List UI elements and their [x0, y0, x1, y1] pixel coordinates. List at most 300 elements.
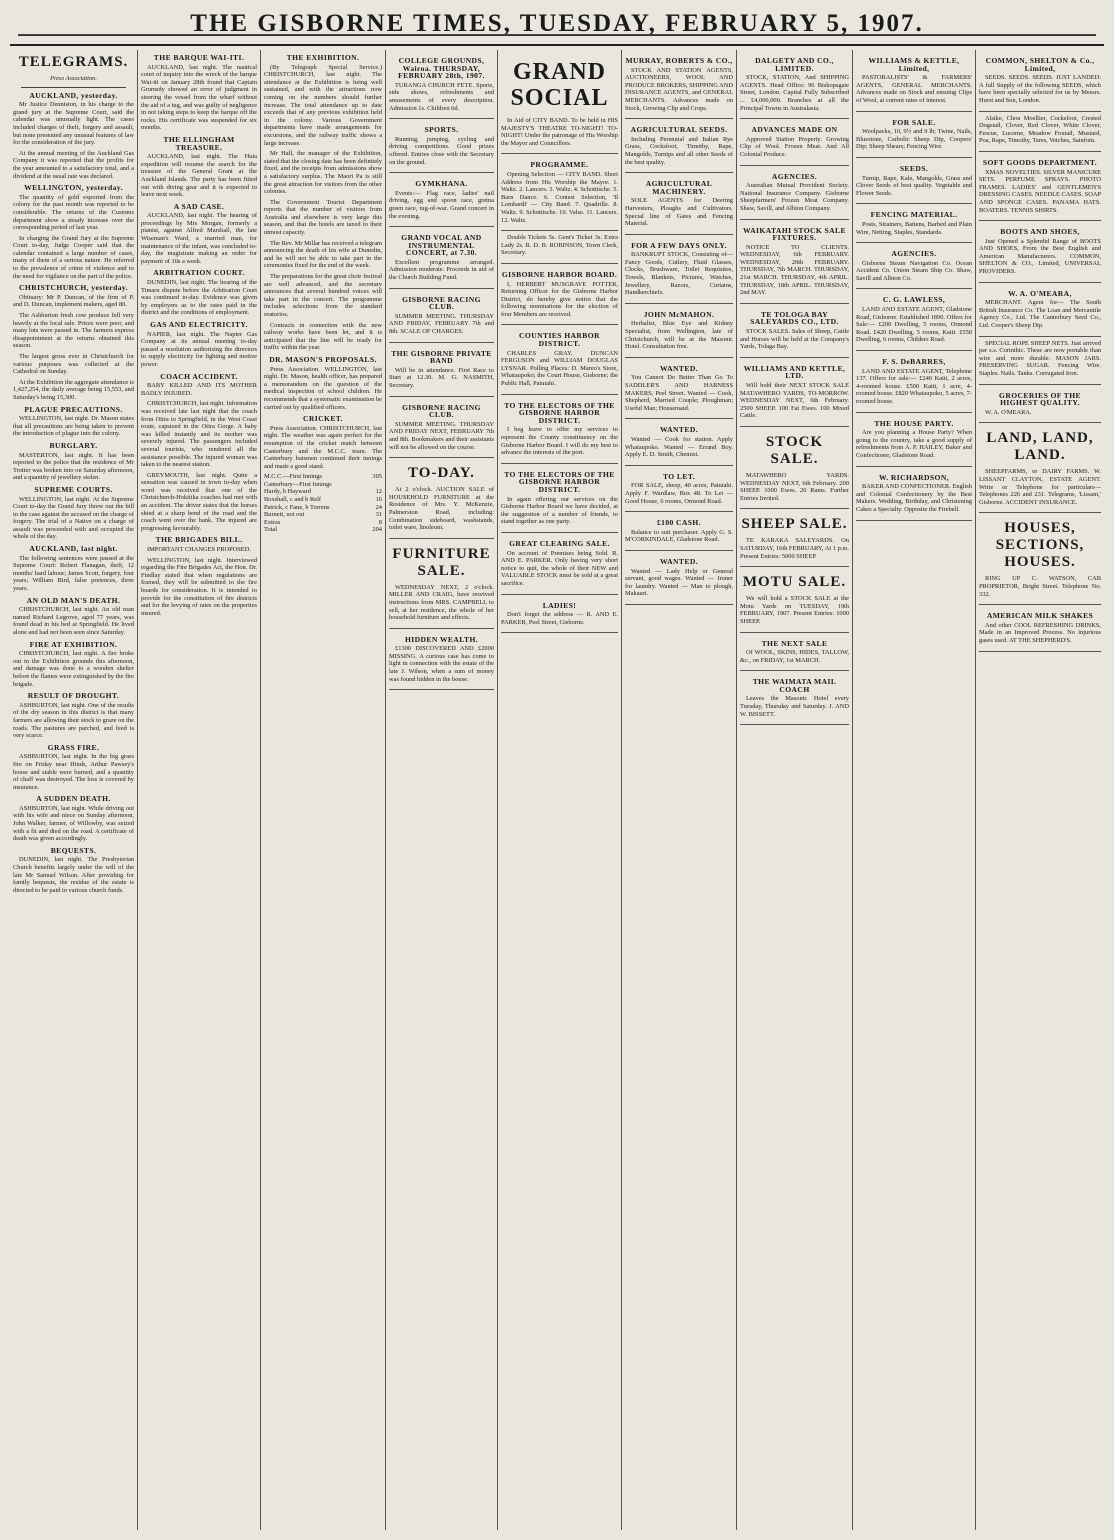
article-heading: DR. MASON'S PROPOSALS.	[269, 354, 377, 364]
advertisement-text: And other COOL REFRESHING DRINKS, Made in an Improved Process. No injurious gases used. AT THE SHEPHERD'S.	[979, 621, 1101, 644]
advertisement-text: Double Tickets 5s. Gent's Ticket 3s. Extra Lady 2s. R. D. B. ROBINSON, Town Clerk, Secretary.	[501, 234, 618, 257]
article	[141, 400, 257, 468]
article-text: At the annual meeting of the Auckland Gas Company it was reported that the profits for the year amounted to a satisfactory total, and a dividend at the usual rate was declared.	[13, 149, 134, 180]
advertisement-heading: TE TOLOGA BAY SALEYARDS CO., LTD.	[750, 309, 839, 327]
advertisement	[625, 419, 733, 465]
article-text: BABY KILLED AND ITS MOTHER BADLY INJURED.	[141, 382, 257, 397]
advertisement-text: SOLE AGENTS for Deering Harvesters, Ploughs and Cultivators. Special line of Gates and Fencing Material.	[625, 197, 733, 228]
advertisement-text: £1300 DISCOVERED AND £2000 MISSING. A curious case has come to light in connection with the estate of the late J. Wilson, when a sum of money was found hidden in the house.	[389, 645, 494, 683]
advertisement-text: SHEEPFARMS, or DAIRY FARMS. W. LISSANT CLAYTON, ESTATE AGENT. Write or Telephone for particulars— Telephones 226 and 231. Telegrams, 'Lissant,' Gisborne. ACCIDENT INSURANCE.	[979, 468, 1101, 506]
advertisement-text: Will hold their NEXT STOCK SALE MATAWHERO YARDS, TO-MORROW. WEDNESDAY NEXT, 6th February. 2500 SHEEP. 100 Fat Ewes. 100 Mixed Cattle.	[740, 382, 849, 420]
article	[264, 150, 382, 196]
advertisement-text: LAND AND ESTATE AGENT, Gladstone Road, Gisborne. Established 1890. Offers for Sale:— £200 Dwelling, 5 rooms, Ormond Road. £420 Dwelling, 5 rooms, Kaiti. £550 Dwelling, 6 rooms, Childers Road.	[856, 306, 972, 344]
advertisement	[501, 395, 618, 464]
advertisement	[979, 605, 1101, 651]
score-row	[264, 488, 382, 496]
article	[13, 545, 134, 593]
article-text: In charging the Grand Jury at the Supreme Court to-day, Judge Cooper said that the calendar contained a large number of cases, many of them of a serious nature. He referred to the prevalence of crime of violence and to the need for vigilance on the part of the police.	[13, 234, 134, 280]
masthead	[10, 6, 1104, 46]
advertisement-text: BANKRUPT STOCK, Consisting of— Fancy Goods, Cutlery, Fluid Glasses, Clocks, Brushware, Toilet Requisites, Towels, Blankets, Pictures, Watches, Jewellery, Razors, Curtains, Handkerchiefs.	[625, 251, 733, 297]
advertisement-text: NOTICE TO CLIENTS. WEDNESDAY, 6th FEBRUARY. WEDNESDAY, 20th FEBRUARY. THURSDAY, 7th MARCH. THURSDAY, 21st MARCH. THURSDAY, 4th APRIL. THURSDAY, 18th APRIL. THURSDAY, 2nd MAY.	[740, 243, 849, 297]
advertisement	[856, 467, 972, 521]
article-heading: THE EXHIBITION.	[286, 53, 360, 62]
advertisement-heading: BOOTS AND SHOES,	[1000, 227, 1080, 237]
advertisement-heading: WANTED.	[659, 363, 699, 373]
advertisement	[389, 227, 494, 289]
advertisement	[856, 50, 972, 112]
advertisement-text: Running, jumping, cycling and driving competitions. Good prizes offered. Entries close with the Secretary on the ground.	[389, 135, 494, 166]
advertisement-heading: GROCERIES OF THE HIGHEST QUALITY.	[999, 390, 1081, 408]
advertisement-heading: DALGETY AND CO., LIMITED.	[755, 56, 834, 73]
advertisement-text: MATAWHERO YARDS. WEDNESDAY NEXT, 6th February. 200 SHEEP. 1000 Ewes. 20 Rams. Further Entries Invited.	[740, 471, 849, 502]
advertisement-heading: THE GISBORNE PRIVATE BAND	[391, 348, 492, 366]
advertisement-heading: SOFT GOODS DEPARTMENT.	[982, 157, 1098, 167]
article-text: The following sentences were passed at the Supreme Court: Robert Flanagan, theft, 12 months' hard labour; James Scott, forgery, four years; William Bird, false pretences, three years.	[13, 554, 134, 593]
score-row	[264, 481, 382, 489]
article	[264, 199, 382, 237]
advertisement	[389, 629, 494, 691]
advertisement-heading: AGENCIES.	[771, 171, 818, 181]
advertisement	[856, 289, 972, 351]
article	[141, 557, 257, 618]
article	[264, 415, 382, 470]
advertisement-heading: COLLEGE GROUNDS, Wairoa. THURSDAY, FEBRUARY 28th, 1907.	[398, 56, 485, 81]
advertisement-heading: SEEDS.	[899, 163, 929, 173]
article	[141, 536, 257, 553]
article-list	[264, 54, 382, 470]
advert-list	[979, 50, 1101, 652]
masthead-rule	[18, 34, 1096, 36]
advertisement-text: In Aid of CITY BAND. To be held in HIS MAJESTY'S THEATRE TO-NIGHT! TO-NIGHT! Under the patronage of His Worship the Mayor and Councillors.	[501, 117, 618, 147]
advertisement-heading: STOCK SALE.	[765, 433, 824, 467]
article-text: The largest gross ever in Christchurch for various purposes was collected at the Cathedral on Sunday.	[13, 353, 134, 376]
column-ads-4	[386, 50, 498, 1530]
score-value: 16	[375, 496, 382, 504]
advertisement-text: STOCK SALES. Sales of Sheep, Cattle and Horses will be held at the Company's Yards, Tolaga Bay.	[740, 328, 849, 351]
advertisement	[740, 671, 849, 725]
advertisement-text: Posts, Strainers, Battens, Barbed and Plain Wire, Netting, Staples, Standards.	[856, 220, 972, 236]
advertisement-text: TE KARAKA SALEYARDS. On SATURDAY, 16th FEBRUARY, At 1 p.m. Present Entries: 5000 SHEEP.	[740, 537, 849, 560]
score-label: Canterbury—First Innings	[264, 480, 332, 488]
advertisement-heading: TO-DAY.	[408, 465, 475, 482]
advertisement	[501, 50, 618, 154]
advertisement-heading: LADIES!	[542, 600, 577, 610]
score-row	[264, 504, 382, 512]
article-heading: WELLINGTON, yesterday.	[24, 183, 123, 193]
article-heading: AUCKLAND, yesterday.	[29, 90, 118, 100]
advertisement	[856, 158, 972, 204]
advertisement	[856, 243, 972, 289]
advertisement	[625, 119, 733, 173]
advertisement-heading: PROGRAMME.	[530, 160, 589, 170]
advertisement-text: FOR SALE, sheep, 40 acres, Patutahi. Apply F. Wardlaw, Box 48. To Let — Good House, 6 rooms, Ormond Road.	[625, 482, 733, 505]
advert-list	[389, 50, 494, 690]
advertisement	[979, 112, 1101, 152]
article-text: AUCKLAND, last night. The nautical court of inquiry into the wreck of the barque Wai-iti on January 28th found that Captain Grumsdy showed an error of judgment in steering the vessel from the wharf without the aid of a tug, and was guilty of negligence in not taking steps to keep the barque off the rocks. His certificate was suspended for six months.	[141, 63, 257, 132]
article-text: The Rev. Mr Millar has received a telegram announcing the death of his wife at Dunedin, and he will not be able to take part in the ceremonies fixed for the end of the week.	[264, 239, 382, 270]
advertisement-heading: THE NEXT SALE	[761, 638, 828, 648]
advertisement-heading: COMMON, SHELTON & Co., Limited,	[985, 56, 1095, 73]
advertisement	[740, 304, 849, 358]
article-heading: THE ELLINGHAM TREASURE.	[163, 134, 235, 152]
advertisement-heading: ADVANCES MADE ON	[751, 125, 838, 135]
article-text: At the Exhibition the aggregate attendance is 1,427,254, the daily average being 15,553, and Saturday's being 15,300.	[13, 378, 134, 401]
article-text: WELLINGTON, last night. Dr. Mason states that all precautions are being taken to prevent the introduction of plague into the colony.	[13, 415, 134, 438]
advertisement-text: SPECIAL ROPE SHEEP NETS. Just arrived per s.s. Corinthic. These are now portable than wire and more durable. MASON JARS. PRESERVING SUGAR. Fencing Wire. Staples. Nails. Tanks. Corrugated Iron.	[979, 339, 1101, 377]
advertisement	[501, 264, 618, 326]
advertisement-heading: THE WAIMATA MAIL COACH	[752, 677, 837, 694]
score-label: Burnett, not out	[264, 511, 305, 519]
article-heading: CHRISTCHURCH, yesterday.	[19, 283, 128, 293]
article-heading: A SUDDEN DEATH.	[36, 794, 111, 804]
advertisement-text: Approved Station Property. Growing Clip of Wool. Frozen Meat. And All Colonial Produce.	[740, 135, 849, 158]
article-text: The preparations for the great choir festival are well advanced, and the secretary announces that several hundred voices will take part in the concert. The programme includes selections from the standard oratorios.	[264, 273, 382, 318]
advertisement	[856, 413, 972, 467]
column-news-2	[138, 50, 261, 1530]
score-value: 8	[378, 518, 382, 526]
advertisement-heading: SHEEP SALE.	[741, 516, 848, 533]
article-text: AUCKLAND, last night. The hearing of proceedings by Mrs Morgan, formerly a pianist, against Alfred Marshall, the late Wiseman's Ward, a married man, for maintenance of the infant, was concluded to-day, the magistrate making an order for payment of 10s a week.	[141, 212, 257, 265]
advertisement-heading: MOTU SALE.	[742, 574, 847, 591]
article-heading: AN OLD MAN'S DEATH.	[26, 595, 121, 605]
advertisement	[501, 533, 618, 595]
score-value: 31	[375, 511, 382, 519]
masthead-title: THE GISBORNE TIMES, TUESDAY, FEBRUARY 5, 1907.	[190, 10, 924, 37]
article	[13, 353, 134, 376]
article	[264, 322, 382, 352]
article	[13, 379, 134, 402]
article-text: Mr Justice Denniston, in his charge to the grand jury at the Supreme Court, said the calendar was unusually light. The cases included charges of theft, forgery and assault, but none presented any unusual features of law for the consideration of the jury.	[13, 101, 134, 147]
press-association-line: Press Association.	[50, 75, 97, 82]
score-row	[264, 511, 382, 519]
advertisement-text: Events:— Flag race, ladies' nail driving, egg and spoon race, gretna green race, tug-of-war. Grand concert in the evening.	[389, 189, 494, 220]
advertisement	[740, 166, 849, 220]
score-value: 204	[372, 526, 382, 534]
score-value: 305	[372, 473, 382, 481]
advertisement	[979, 152, 1101, 221]
advertisement-text: On account of Premises being Sold. R. AND E. PARKER. Only having very short notice to quit, the whole of their NEW and VALUABLE STOCK must be sold at a great sacrifice.	[501, 549, 618, 587]
advertisement-heading: COUNTIES HARBOR DISTRICT.	[519, 331, 600, 349]
article	[13, 150, 134, 180]
advertisement	[740, 119, 849, 165]
column-ads-5	[498, 50, 622, 1530]
advertisement-heading: WILLIAMS AND KETTLE, LTD.	[743, 363, 846, 381]
advertisement-heading: FENCING MATERIAL.	[870, 210, 958, 220]
advertisement-heading: TO THE ELECTORS OF THE GISBORNE HARBOR DISTRICT.	[504, 400, 615, 425]
article-text: Press Association. CHRISTCHURCH, last night. The weather was again perfect for the resumption of the cricket match between Canterbury and the M.C.C. team. The Canterbury batsmen continued their innings and made a good stand.	[264, 424, 382, 470]
advertisement-text: Alsike, Chou Moellier, Cocksfoot, Crested Dogstail, Clover, Red Clover, White Clover, Fescue, Lucerne, Meadow Foxtail, Mustard, Poa, Rape, Timothy, Tares, Vetches, Sainfoin.	[979, 114, 1101, 145]
advertisement	[856, 351, 972, 413]
advertisement-heading: AGRICULTURAL SEEDS.	[630, 125, 728, 135]
article-text: ASHBURTON, last night. While driving out with his wife and niece on Sunday afternoon, John Walker, farmer, of Willowby, was seized with a fit and died on the road. A certificate of death was given accordingly.	[13, 804, 134, 843]
advertisement-heading: HIDDEN WEALTH.	[404, 634, 479, 644]
article	[13, 406, 134, 438]
advertisement-text: TURANGA CHURCH FETE. Sports, side shows, refreshments and amusements of every description. Admission 1s. Children 6d.	[389, 81, 494, 112]
advertisement	[625, 235, 733, 304]
advertisement	[625, 173, 733, 235]
column-ads-8	[853, 50, 976, 1530]
advertisement-text: At 2 o'clock. AUCTION SALE of HOUSEHOLD FURNITURE at the Residence of Mrs. Y. McKenzie, Palmerston Road, including: Combination sideboard, washstands, toilet ware, linoleum.	[389, 486, 494, 532]
article	[264, 54, 382, 147]
article-heading: ARBITRATION COURT.	[153, 268, 245, 278]
advertisement-text: Don't forget the address — R. AND E. PARKER, Peel Street, Gisborne.	[501, 611, 618, 626]
advertisement-text: STOCK AND STATION AGENTS, AUCTIONEERS, WOOL AND PRODUCE BROKERS, SHIPPING AND INSURANCE AGENTS, and GENERAL MERCHANTS. Advances made on Stock, Growing Clip and Crops.	[625, 66, 733, 112]
advertisement	[389, 539, 494, 629]
advertisement-text: WEDNESDAY NEXT, 2 o'clock. MILLER AND CRAIG, have received instructions from MRS. CAMPBELL to sell, at her residence, the whole of her household furniture and effects.	[389, 583, 494, 622]
advertisement	[501, 325, 618, 394]
advertisement	[979, 337, 1101, 385]
advertisement	[979, 423, 1101, 513]
article	[13, 692, 134, 740]
article-heading: THE BRIGADES BILL.	[155, 535, 243, 545]
advertisement-heading: MURRAY, ROBERTS & CO.,	[625, 56, 733, 65]
advertisement-heading: GREAT CLEARING SALE.	[509, 538, 610, 548]
article-text: The quantity of gold exported from the colony for the past month was reported to be considerable. The returns of the Customs department show a steady increase over the corresponding period of last year.	[13, 193, 134, 232]
advertisement	[389, 289, 494, 343]
advertisement-heading: LAND, LAND, LAND.	[986, 430, 1094, 464]
advertisement	[625, 304, 733, 358]
article-heading: COACH ACCIDENT.	[160, 371, 238, 381]
score-row	[264, 473, 382, 481]
advertisement-text: PASTORALISTS' & FARMERS' AGENTS, GENERAL MERCHANTS. Advances made on Stock and ensuing Clips of Wool, at current rates of interest.	[856, 74, 972, 104]
score-value: 12	[375, 488, 382, 496]
advertisement-heading: THE HOUSE PARTY.	[874, 418, 954, 428]
advertisement	[979, 221, 1101, 283]
article-text: GREYMOUTH, last night. Quite a sensation was caused in town to-day when word was received that one of the Christchurch-Hokitika coaches had met with an accident. The driver states that the horses shied at a sharp bend of the road and the coach went over the bank. The injured are progressing favourably.	[141, 471, 257, 532]
advertisement-text: W. A. O'MEARA.	[985, 408, 1032, 416]
article	[141, 136, 257, 199]
advertisement-text: MERCHANT. Agent for— The South British Insurance Co. The Loan and Mercantile Agency Co., Ltd. The Canterbury Seed Co., Ltd. Cooper's Sheep Dip.	[979, 299, 1101, 330]
cricket-scores	[264, 473, 382, 534]
article	[13, 795, 134, 843]
article-text: CHRISTCHURCH, last night. A fire broke out in the Exhibition grounds this afternoon, and damage was done to a wooden shelter before the flames were extinguished by the fire brigade.	[13, 650, 134, 688]
advertisement-heading: AMERICAN MILK SHAKES	[986, 611, 1094, 621]
advertisement	[740, 50, 849, 119]
advertisement	[501, 154, 618, 231]
article-text: (By Telegraph Special Service.) CHRISTCHURCH, last night. The attendance at the Exhibition is being well sustained, and with the attractions now coming on the numbers should further increase. The total attendance up to date exceeds that of any previous exhibition held in the colony. Various Government departments have made arrangements for excursions, and the railway traffic shows a large increase.	[264, 63, 382, 147]
article-text: IMPORTANT CHANGES PROPOSED.	[147, 546, 251, 554]
article-text: Obituary: Mr P. Duncan, of the firm of P. and D. Duncan, implement makers, aged 80.	[13, 293, 134, 309]
advertisement	[501, 231, 618, 264]
advertisement	[740, 509, 849, 567]
column-ads-6	[622, 50, 737, 1530]
article-heading: BURGLARY.	[49, 440, 98, 450]
advertisement-heading: WAIKATAHI STOCK SALE FIXTURES.	[743, 225, 846, 243]
article	[13, 641, 134, 689]
article	[13, 92, 134, 147]
article-text: DUNEDIN, last night. The hearing of the Timaru dispute before the Arbitration Court was continued to-day. Evidence was given by employers as to the rates paid in the district and the conditions of employment.	[141, 279, 257, 317]
article	[141, 373, 257, 398]
advertisement	[389, 397, 494, 459]
article-heading: SUPREME COURTS.	[34, 484, 113, 494]
article-text: The Ashburton fresh cow produce fell very heavily at the local sale. Prices were poor, and many lots were passed in. The farmers express disappointment at the returns obtained this season.	[13, 312, 134, 350]
article-list	[13, 92, 134, 895]
score-label: Hardy, b Hayward	[264, 488, 311, 496]
advertisement-text: Australian Mutual Provident Society. National Insurance Company. Gisborne Sheepfarmers' Frozen Meat Company. Shaw, Savill, and Albion Company.	[740, 182, 849, 212]
article-text: Mr Hall, the manager of the Exhibition, stated that the closing date has been definitely fixed, and the receipts from admissions show a satisfactory surplus. The Maori Pa is still the great attraction for visitors from the other colonies.	[264, 150, 382, 196]
advertisement	[856, 204, 972, 243]
advertisement-text: In again offering our services on the Gisborne Harbor Board we have decided, at the suggestion of a number of friends, to stand together as one party.	[501, 495, 618, 526]
article-text: AUCKLAND, last night. The Huia expedition will resume the search for the treasure of the General Grant at the Auckland Islands. The party has been fitted out with diving gear and it is expected to leave next week.	[141, 153, 257, 199]
article-heading: RESULT OF DROUGHT.	[27, 691, 120, 701]
advertisement-text: Opening Selection — CITY BAND. Short Address from His Worship the Mayor. 1. Waltz. 2. Lancers. 3. Waltz. 4. Schottische. 5. Barn Dance. 6. Contest Selection, 'Il Lombardi' — City Band. 7. Quadrille. 8. Waltz. 9. Schottische. 10. Valse. 11. Lancers. 12. Waltz.	[501, 170, 618, 224]
score-label: Extras	[264, 518, 281, 526]
article	[141, 472, 257, 533]
advertisement-text: We will hold a STOCK SALE at the Motu Yards on TUESDAY, 19th FEBRUARY, 1907. Present Entries: 1000 SHEEP.	[740, 595, 849, 625]
article-text: DUNEDIN, last night. The Presbyterian Church benefits largely under the will of the late Mr Samuel Wilson. After providing for family bequests, the residue of the estate is directed to be paid to various church funds.	[13, 856, 134, 894]
advertisement-text: Are you planning a House Party? When going to the country, take a good supply of refreshments from A. P. HAILEY, Baker and Confectioner, Gladstone Road.	[856, 429, 972, 459]
advertisement-text: Will be in attendance. First Race to Start at 12.30. M. G. NASMITH, Secretary.	[389, 366, 494, 389]
article-heading: PLAGUE PRECAUTIONS.	[24, 404, 123, 414]
article	[13, 744, 134, 792]
advertisement-text: Leaves the Masonic Hotel every Tuesday, Thursday and Saturday. J. AND W. BISSETT.	[740, 695, 849, 718]
advertisement-heading: GISBORNE RACING CLUB.	[402, 294, 481, 312]
advertisement	[979, 283, 1101, 337]
article	[141, 54, 257, 132]
advertisement-heading: GISBORNE RACING CLUB.	[402, 402, 481, 420]
score-value: 24	[375, 503, 382, 511]
advertisement-text: SUMMER MEETING. THURSDAY AND FRIDAY, FEBRUARY 7th and 8th. SCALE OF CHARGES.	[389, 312, 494, 336]
column-divider	[21, 87, 126, 88]
advertisement	[389, 173, 494, 227]
article	[13, 847, 134, 895]
advert-list	[740, 50, 849, 725]
advertisement-text: SEEDS. SEEDS. SEEDS. JUST LANDED: A full Supply of the following SEEDS, which have been specially selected for us by Messrs. Hurst and Son, London.	[979, 74, 1101, 104]
article	[141, 203, 257, 266]
advertisement-text: Including Perennial and Italian Rye Grass, Cocksfoot, Timothy, Rape, Mangolds, Turnips and all other Seeds of the best quality.	[625, 135, 733, 166]
advertisement-heading: TO LET.	[662, 471, 696, 481]
advertisement-heading: WANTED.	[659, 425, 699, 435]
article-text: CHRISTCHURCH, last night. An old man named Richard Legrove, aged 77 years, was found dead in his bed at Springfield. He lived alone and had not been seen since Saturday.	[13, 606, 134, 636]
advertisement-heading: F. S. DeBARRES,	[882, 357, 946, 367]
advertisement	[740, 567, 849, 632]
article-heading: GRASS FIRE.	[47, 742, 100, 752]
article-text: ASHBURTON, last night. In the big grass fire on Friday near Hinds, Arthur Pawsey's house and stable were burned, and a quantity of chaff was destroyed. The loss is covered by insurance.	[13, 753, 134, 791]
article-heading: THE BARQUE WAI-ITI.	[153, 53, 245, 62]
telegrams-heading: TELEGRAMS.	[18, 54, 129, 70]
article-text: CHRISTCHURCH, last night. Information was received late last night that the coach from Otira to Springfield, in the West Coast route, capsized in the Otira Gorge. A baby was killed instantly and its mother was severely injured. The passengers included several tourists, who rendered all the assistance possible. The injured woman was taken to the nearest station.	[141, 400, 257, 469]
advertisement	[856, 112, 972, 158]
article-heading: CRICKET.	[303, 414, 343, 424]
article	[264, 240, 382, 270]
advertisement-text: LAND AND ESTATE AGENT, Telephone 137. Offers for sale:— £240 Kaiti, 2 acres, 4-roomed house. £500 Kaiti, 1 acre, 4-roomed house. £820 Whataupoko, 5 acres, 7-roomed house.	[856, 367, 972, 405]
advertisement-text: I beg leave to offer my services to represent the County constituency on the Gisborne Harbor Board. I will do my best to advance the interests of the port.	[501, 426, 618, 457]
article-text: Contracts in connection with the new railway works have been let, and it is anticipated that the line will be ready for traffic within the year.	[264, 321, 382, 352]
advert-list	[625, 50, 733, 605]
advert-list	[856, 50, 972, 521]
advertisement	[979, 385, 1101, 424]
advertisement-heading: AGENCIES.	[891, 249, 937, 259]
advertisement	[625, 50, 733, 119]
advertisement-text: BAKER AND CONFECTIONER. English and Colonial Confectionery by the Best Makers. Wedding, Birthday, and Christening Cakes a Specialty. Opposite the Firebell.	[856, 483, 972, 513]
advertisement-heading: AGRICULTURAL MACHINERY.	[645, 179, 713, 196]
advertisement-heading: WILLIAMS & KETTLE, Limited,	[868, 56, 960, 73]
advert-list	[501, 50, 618, 633]
score-label: Patrick, c Fane, b Torrens	[264, 503, 330, 511]
advertisement-heading: C. G. LAWLESS,	[882, 295, 946, 305]
advertisement-heading: £100 CASH.	[656, 518, 702, 528]
score-label: Boxshall, c and b Relf	[264, 496, 321, 504]
article	[264, 356, 382, 411]
advertisement-text: Of WOOL, SKINS, HIDES, TALLOW, &c., on FRIDAY, 1st MARCH.	[740, 649, 849, 664]
advertisement-heading: FURNITURE SALE.	[392, 545, 491, 579]
article-list	[141, 54, 257, 617]
advertisement-text: You Cannot Do Better Than Go To SADDLER'S AND HARNESS MAKERS, Peel Street. Wanted — Cook, Shepherd, Married Couple; Ploughman; Useful Man; Housemaid.	[625, 374, 733, 412]
advertisement	[740, 358, 849, 427]
article	[13, 597, 134, 637]
advertisement-text: Wanted — Cook for station. Apply Whataupoko. Wanted — Errand Boy. Apply E. D. Smith, Chemist.	[625, 435, 733, 459]
advertisement	[389, 119, 494, 173]
advertisement-text: RING UP C. WATSON, CAB PROPRIETOR, Bright Street. Telephone No. 332.	[979, 575, 1101, 598]
article	[141, 269, 257, 317]
advertisement-heading: JOHN McMAHON.	[643, 309, 715, 319]
advertisement-heading: GRAND VOCAL AND INSTRUMENTAL CONCERT, at 7.30.	[401, 233, 482, 258]
score-label: M.C.C.—First Innings	[264, 473, 322, 481]
article	[13, 312, 134, 350]
article	[141, 321, 257, 369]
article	[13, 284, 134, 309]
article	[13, 486, 134, 541]
score-label: Total	[264, 526, 278, 534]
advertisement-text: Wanted — Lady Help or General servant, good wages. Wanted — Ironer for laundry. Wanted — Man to plough, Makauri.	[625, 567, 733, 598]
advertisement-heading: FOR SALE.	[892, 117, 936, 127]
column-ads-9	[976, 50, 1104, 1530]
article	[264, 273, 382, 319]
advertisement-heading: GISBORNE HARBOR BOARD.	[501, 269, 618, 279]
advertisement	[740, 220, 849, 304]
advertisement-text: STOCK, STATION, And SHIPPING AGENTS. Head Office: 96 Bishopsgate Street, London. Capital Fully Subscribed ... £4,000,000. Branches at all the Principal Towns in Australasia.	[740, 74, 849, 112]
advertisement	[501, 595, 618, 634]
article-heading: AUCKLAND, last night.	[29, 544, 118, 554]
article	[13, 442, 134, 482]
article-heading: GAS AND ELECTRICITY.	[150, 320, 248, 329]
advertisement-heading: FOR A FEW DAYS ONLY.	[631, 240, 727, 250]
advertisement-heading: HOUSES, SECTIONS, HOUSES.	[995, 520, 1085, 571]
advertisement-heading: W. RICHARDSON,	[878, 472, 950, 482]
article-text: Press Association. WELLINGTON, last night. Dr. Mason, health officer, has prepared a memorandum on the question of the medical inspection of school children. He recommends that a systematic examination be carried out by qualified officers.	[264, 365, 382, 411]
advertisement-heading: GRAND SOCIAL	[510, 59, 609, 111]
advertisement-heading: SPORTS.	[424, 125, 459, 135]
article-heading: FIRE AT EXHIBITION.	[29, 639, 118, 649]
advertisement	[979, 50, 1101, 112]
advertisement-text: Excellent programme arranged. Admission moderate. Proceeds in aid of the Church Building Fund.	[389, 258, 494, 282]
article-text: MASTERTON, last night. It has been reported to the police that the residence of Mr Trotter was broken into on Saturday afternoon, and a quantity of jewellery stolen.	[13, 451, 134, 482]
advertisement-heading: GYMKHANA.	[415, 179, 468, 189]
score-row	[264, 526, 382, 534]
advertisement	[389, 458, 494, 539]
article-text: WELLINGTON, last night. At the Supreme Court to-day the Grand Jury threw out the bill in the case against the accused on the charge of forgery. The trial of a Native on a charge of assault was proceeded with and occupied the whole of the day.	[13, 495, 134, 541]
advertisement-text: SUMMER MEETING. THURSDAY AND FRIDAY NEXT, FEBRUARY 7th and 8th. Bookmakers and their assistants will not be allowed on the course.	[389, 420, 494, 451]
article-text: NAPIER, last night. The Napier Gas Company at its annual meeting to-day passed a resolution authorising the directors to supply electricity for lighting and motive power.	[141, 330, 257, 368]
advertisement	[389, 343, 494, 397]
column-ads-7	[737, 50, 853, 1530]
advertisement	[625, 551, 733, 605]
advertisement-text: Gisborne Steam Navigation Co. Ocean Accident Co. Union Steam Ship Co. Shaw, Savill and Albion Co.	[856, 259, 972, 282]
article-text: WELLINGTON, last night. Interviewed regarding the Fire Brigades Act, the Hon. Dr. Findlay stated that when regulations are framed, they will be submitted to the fire boards for consideration. It is intended to provide for the constitution of fire districts and for the levying of rates on the properties insured.	[141, 556, 257, 617]
advertisement-text: CHARLES GRAY. DUNCAN FERGUSON and WILLIAM DOUGLAS LYSNAR. Polling Places: D. Mareo's Store, Whataupoko; the Court House, Gisborne; the Public Hall, Patutahi.	[501, 349, 618, 388]
advertisement	[625, 358, 733, 420]
advertisement-text: Herbalist, Blue Eye and Kidney Specialist, from Wellington, late of Christchurch, will be at the Masonic Hotel. Consultation free.	[625, 320, 733, 351]
article-heading: BEQUESTS.	[50, 845, 97, 855]
advertisement-heading: W. A. O'MEARA,	[1008, 288, 1072, 298]
advertisement	[389, 50, 494, 119]
advertisement-text: Woolpacks, 10, 9½ and 9 lb; Twine, Nails, Bluestone, Carbolic Sheep Dip, Coopers' Dip; Sheep Shears; Fencing Wire.	[856, 128, 972, 151]
advertisement-heading: WANTED.	[659, 556, 699, 566]
advertisement	[740, 633, 849, 672]
advertisement	[740, 427, 849, 509]
article	[13, 184, 134, 232]
article-text: ASHBURTON, last night. One of the results of the dry season in this district is that many farmers are allowing their stock to graze on the roads. The pastures are parched, and feed is very scarce.	[13, 701, 134, 740]
